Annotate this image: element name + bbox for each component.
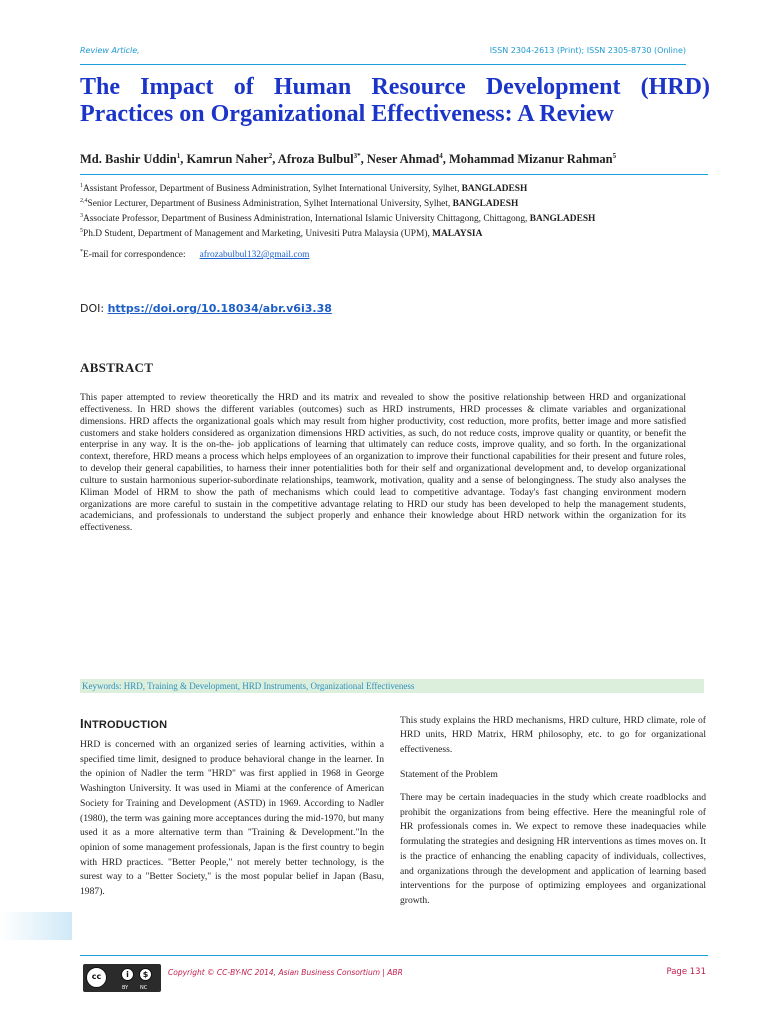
introduction-heading: INTRODUCTION [80, 716, 168, 731]
footer-divider [80, 955, 708, 956]
attribution-icon: i [121, 968, 134, 981]
cc-icon: cc [86, 967, 107, 988]
affiliation: $^1$Assistant Professor, Department of Business Administration, Sylhet International University, Sylhet, BANGLADESH [80, 183, 528, 195]
doi [80, 302, 332, 315]
author: Kamrun Naher [186, 152, 269, 167]
cc-by-label: BY [122, 985, 129, 991]
author: Afroza Bulbul [277, 152, 354, 167]
introduction-column-2-para: This study explains the HRD mechanisms, HRD culture, HRD climate, role of HRD units, HRD Matrix, HRM philosophy, etc. to go for organizational effectiveness. [400, 715, 706, 755]
email-link[interactable]: afrozabulbul132@gmail.com [199, 250, 310, 261]
affiliation: $^5$Ph.D Student, Department of Management and Marketing, Univesiti Putra Malaysia (UPM), MALAYSIA [80, 228, 483, 240]
keywords: Keywords: HRD, Training & Development, HRD Instruments, Organizational Effectiveness [80, 679, 704, 693]
introduction-column-1: HRD is concerned with an organized series of learning activities, within a specified time limit, designed to produce behavioral change in the learner. In the opinion of Nadler the term "HRD" was first applied in 1968 in George Washington University. It was used in Miami at the conference of American Society for Training and Development (ASTD) in 1969. According to Nadler (1980), the term was gaining more acceptances during the mid-1970, but many used it as a more alternative term than "Training & Development."In the opinion of some management professionals, Japan is the first country to begin with HRD practices. "Better People," not merely better technology, is the surest way to a "Better Society," is the most popular belief in Japan (Basu, 1987). [80, 739, 384, 898]
author: Neser Ahmad [366, 152, 440, 167]
copyright: Copyright © CC-BY-NC 2014, Asian Business Consortium | ABR [168, 968, 403, 977]
cc-license-badge[interactable] [83, 964, 161, 992]
paper-title: The Impact of Human Resource Development (HRD) Practices on Organizational Effectiveness: A Review [80, 74, 710, 127]
affiliation: $^3$Associate Professor, Department of Business Administration, International Islamic University Chittagong, Chittagong, BANGLADESH [80, 213, 596, 225]
page-number: Page 131 [666, 967, 706, 977]
problem-statement-heading: Statement of the Problem [400, 769, 498, 780]
affiliations [80, 180, 595, 241]
author: Mohammad Mizanur Rahman [448, 152, 613, 167]
issn: ISSN 2304-2613 (Print); ISSN 2305-8730 (Online) [489, 46, 686, 55]
problem-statement-text: There may be certain inadequacies in the study which create roadblocks and prohibit the organizations from being effective. Here the meaningful role of HR professionals comes in. We expect to remove these inadequacies while formulating the strategies and designing HR interventions as times moves on. It is the practice of enhancing the enabling capacity of individuals, collectives, and organizations through the development and application of learning based interventions for the purpose of optimizing employees and organizational growth. [400, 792, 706, 906]
affiliation: $^{2,4}$Senior Lecturer, Department of Business Administration, Sylhet International University, Sylhet, BANGLADESH [80, 198, 519, 210]
title-divider [80, 174, 708, 175]
abstract-heading: ABSTRACT [80, 360, 154, 375]
cc-nc-label: NC [140, 985, 148, 991]
doi-link[interactable]: https://doi.org/10.18034/abr.v6i3.38 [107, 302, 332, 315]
correspondence-label: E-mail for correspondence: [83, 250, 186, 261]
author-list: Md. Bashir Uddin$^1$, Kamrun Naher$^2$, Afroza Bulbul$^{3*}$, Neser Ahmad$^4$, Mohammad Mizanur Rahman$^5$ [80, 152, 617, 167]
author: Md. Bashir Uddin [80, 152, 177, 167]
abstract-text: This paper attempted to review theoretically the HRD and its matrix and revealed to show the positive relationship between HRD and organizational effectiveness. In HRD shows the different variables (outcomes) such as HRD instruments, HRD processes & climate variables and organizational dimensions. HRD affects the organizational goals which may result from higher productivity, cost reduction, more profits, better image and more satisfied customers and stake holders considered as organization dimensions HRD activities, as such, do not reduce costs, improve quality or quantity, or benefit the enterprise in any way. It is the on-the- job applications of learning that ultimately can reduce costs, improve quality, and so forth. In the organizational context, therefore, HRD means a process which helps employees of an organization to improve their functional capabilities for their present and future roles, to develop their general capabilities, to harness their inner potentialities both for their self and organizational development and, to develop organizational culture to sustain harmonious superior-subordinate relationships, teamwork, motivation, quality and a sense of belongingness. The study also analyses the Kliman Model of HRM to show the path of mechanisms which could lead to competitive advantage. Today's fast changing environment modern organizations are more careful to sustain in the competitive advantage relating to HRD our study has been developed to help the management students, academicians, and professionals to understand the subject properly and enhance their knowledge about HRD network within the organization for its effectiveness. [80, 392, 686, 534]
noncommercial-icon: $ [139, 968, 152, 981]
doi-label: DOI: [80, 302, 108, 315]
decorative-arrow [0, 912, 72, 940]
running-header [80, 44, 686, 65]
article-type: Review Article, [80, 46, 140, 55]
correspondence: *E-mail for correspondence: afrozabulbul132@gmail.com [80, 249, 310, 261]
